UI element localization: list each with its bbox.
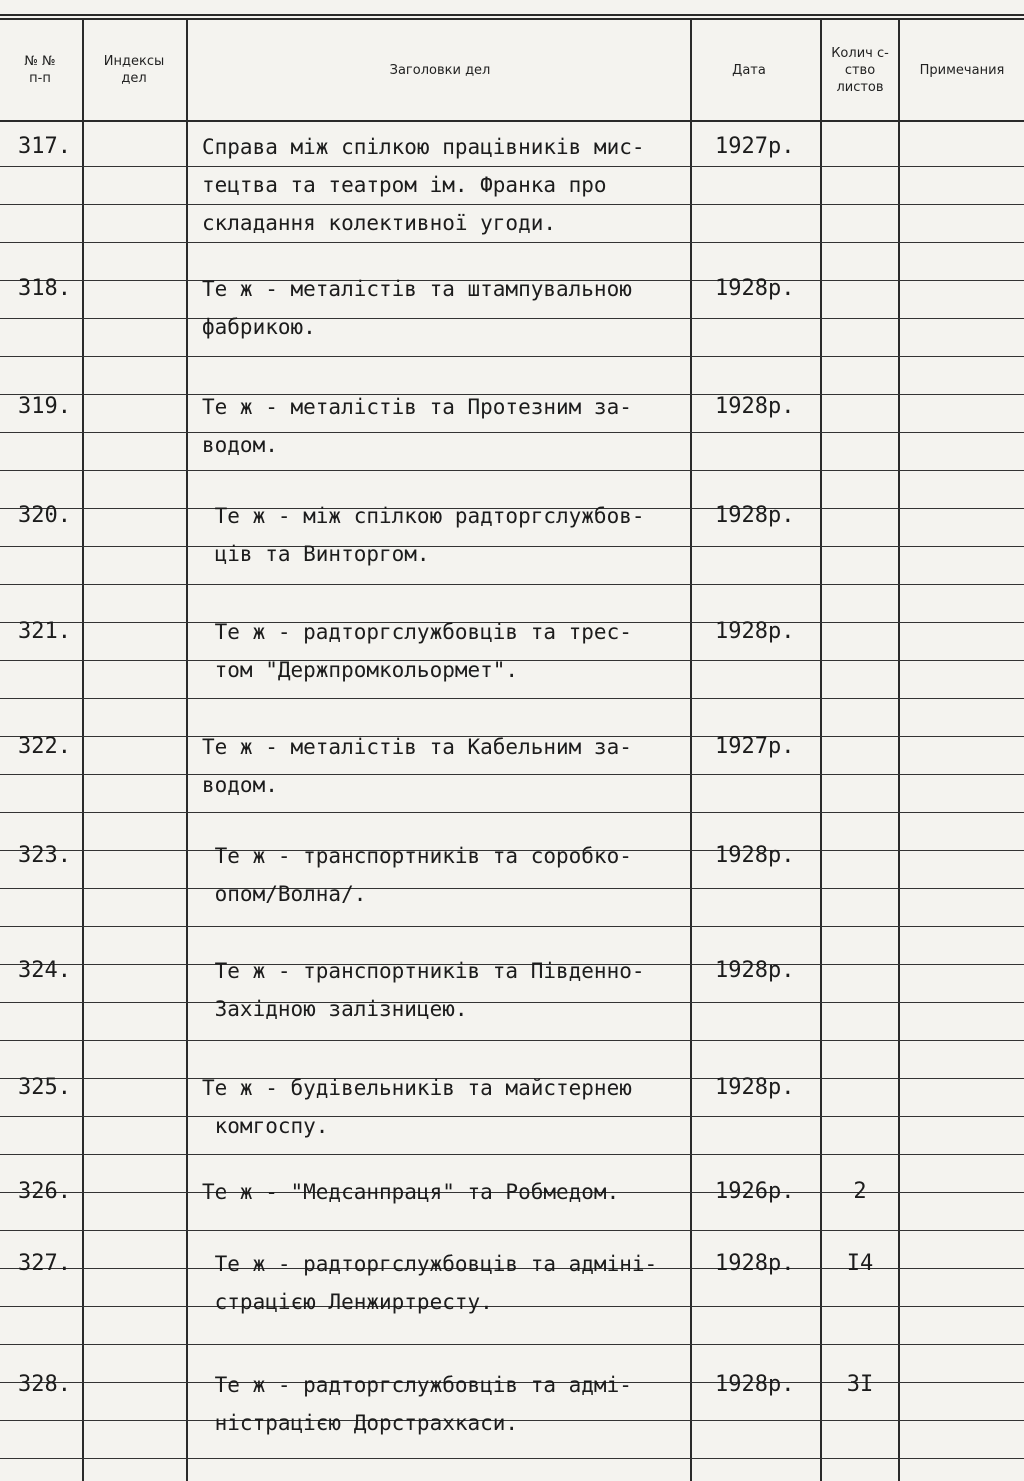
ruled-line [0,1154,1024,1155]
header-quantity: Колич с- ство листов [831,45,889,95]
entry-title-line: Західною залізницею. [202,997,468,1021]
entry-date: 1928р. [715,503,795,528]
column-line [898,18,900,1481]
ruled-line [0,1458,1024,1459]
entry-date: 1926р. [715,1179,795,1204]
entry-title-line: страцією Ленжиртресту. [202,1290,493,1314]
ruled-line [0,242,1024,243]
entry-number: 321. [18,619,71,644]
entry-title-line: том "Держпромкольормет". [202,658,519,682]
entry-title-line: тецтва та театром ім. Франка про [202,173,607,197]
entry-title-line: Те ж - металістів та штампувальною [202,277,632,301]
top-rule [0,14,1024,16]
entry-title-line: Те ж - між спілкою радторгслужбов- [202,504,645,528]
entry-title-line: Те ж - радторгслужбовців та трес- [202,620,632,644]
entry-number: 318. [18,276,71,301]
entry-title-line: Те ж - радторгслужбовців та адміні- [202,1252,658,1276]
entry-date: 1928р. [715,394,795,419]
header-notes: Примечания [919,62,1005,78]
entry-title-line: складання колективної угоди. [202,211,557,235]
header-title: Заголовки дел [389,62,491,78]
ruled-line [0,470,1024,471]
ruled-line [0,698,1024,699]
entry-number: 325. [18,1075,71,1100]
ruled-line [0,1040,1024,1041]
entry-date: 1928р. [715,1075,795,1100]
column-line [820,18,822,1481]
entry-title-line: Те ж - металістів та Кабельним за- [202,735,632,759]
entry-title-line: водом. [202,433,278,457]
ruled-line [0,356,1024,357]
entry-number: 324. [18,958,71,983]
ruled-line [0,1344,1024,1345]
entry-date: 1928р. [715,1251,795,1276]
ruled-line [0,1230,1024,1231]
entry-title-line: ністрацією Дорстрахкаси. [202,1411,519,1435]
entry-title-line: Справа між спілкою працівників мис- [202,135,645,159]
entry-title-line: Те ж - будівельників та майстернею [202,1076,632,1100]
entry-number: 322. [18,734,71,759]
entry-title-line: опом/Волна/. [202,882,367,906]
header-number: № № п-п [24,54,56,86]
entry-number: 317. [18,134,71,159]
entry-title-line: комгоспу. [202,1114,329,1138]
entry-number: 327. [18,1251,71,1276]
entry-quantity: І4 [846,1251,874,1276]
header-rule [0,120,1024,122]
ruled-line [0,812,1024,813]
entry-number: 319. [18,394,71,419]
entry-quantity: 3І [846,1372,874,1397]
entry-date: 1928р. [715,276,795,301]
entry-number: 323. [18,843,71,868]
entry-date: 1927р. [715,134,795,159]
entry-date: 1928р. [715,958,795,983]
header-date: Дата [732,62,766,78]
entry-number: 328. [18,1372,71,1397]
entry-title-line: ців та Винторгом. [202,542,430,566]
ruled-line [0,926,1024,927]
entry-title-line: Те ж - "Медсанпраця" та Робмедом. [202,1180,620,1204]
column-line [82,18,84,1481]
entry-date: 1928р. [715,619,795,644]
entry-number: 326. [18,1179,71,1204]
entry-title-line: Те ж - металістів та Протезним за- [202,395,632,419]
entry-quantity: 2 [853,1179,867,1204]
entry-title-line: Те ж - транспортників та соробко- [202,844,632,868]
entry-date: 1927р. [715,734,795,759]
entry-date: 1928р. [715,843,795,868]
header-index: Индексы дел [103,54,165,86]
entry-title-line: фабрикою. [202,315,316,339]
ruled-line [0,584,1024,585]
entry-title-line: Те ж - транспортників та Південно- [202,959,645,983]
entry-title-line: Те ж - радторгслужбовців та адмі- [202,1373,632,1397]
entry-date: 1928р. [715,1372,795,1397]
column-line [186,18,188,1481]
entry-title-line: водом. [202,773,278,797]
entry-number: 320. [18,503,71,528]
